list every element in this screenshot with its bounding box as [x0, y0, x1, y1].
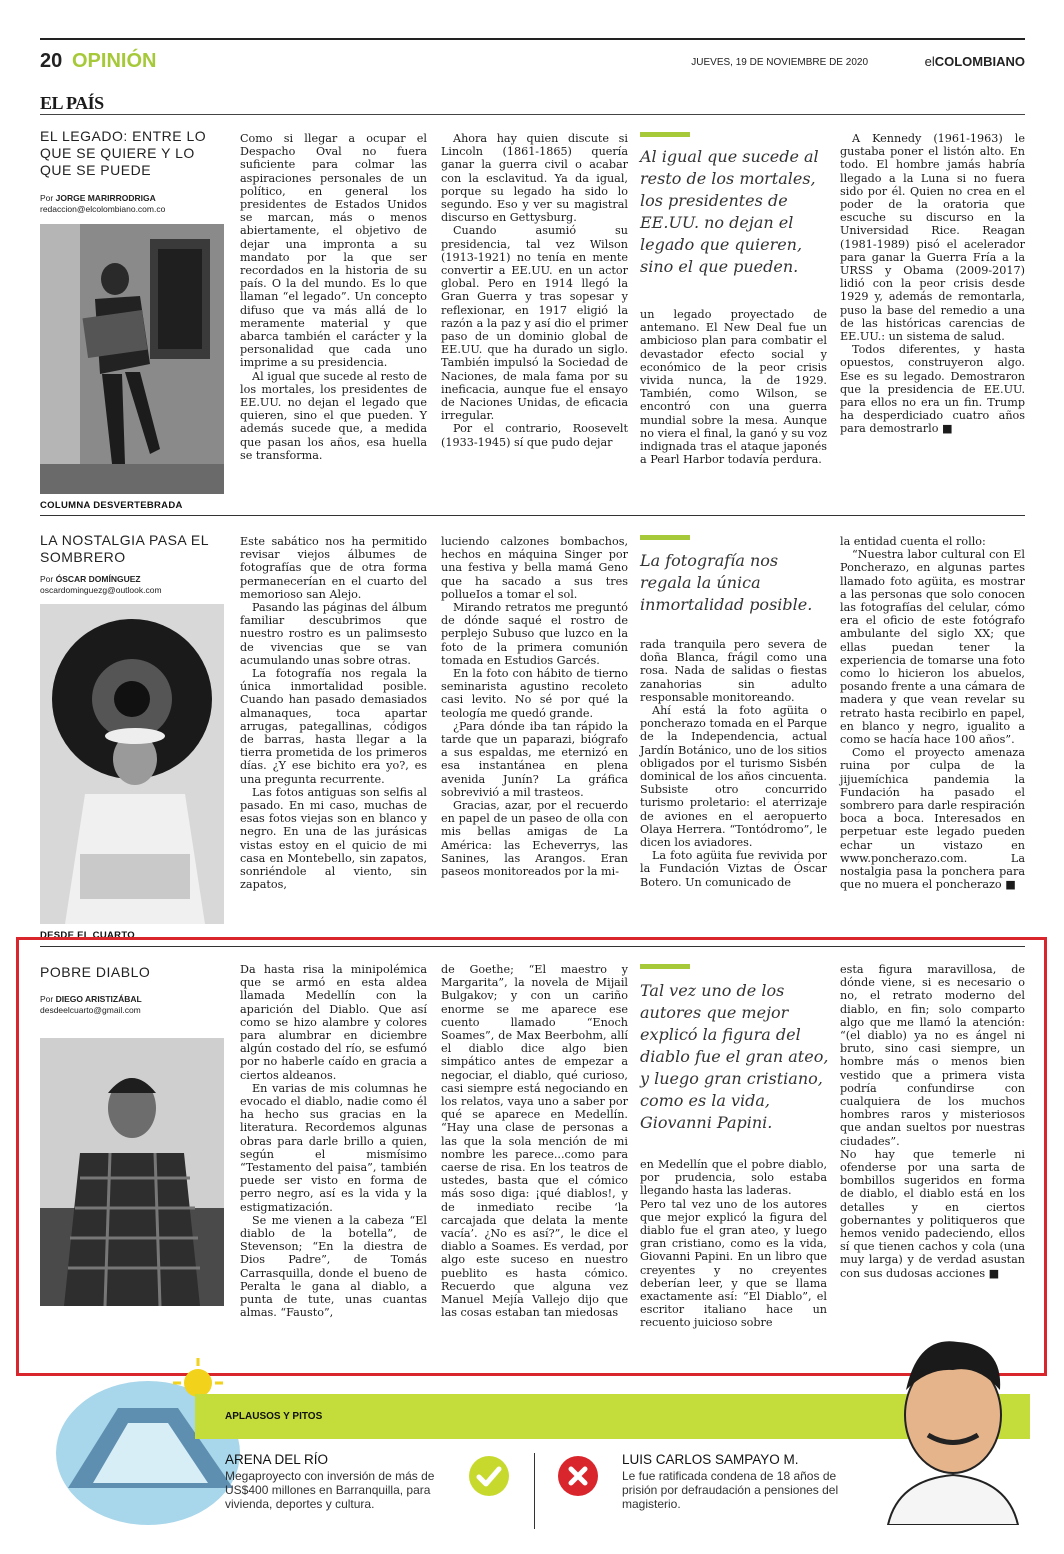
paragraph: Por el contrario, Roosevelt (1933-1945) sí que pudo dejar [441, 422, 628, 449]
quote-accent-bar [640, 132, 690, 137]
paragraph: ¿Para dónde iba tan rápido la tarde que un paparazi, biógrafo a sus espaldas, me eternizó en esa instantánea en plena avenida Junín? La gráfica sobrevivió a mil trasteos. [441, 719, 628, 799]
aplauso-heading: ARENA DEL RÍO [225, 1452, 329, 1467]
paragraph: Da hasta risa la minipolémica que se armó en esta aldea llamada Medellín con la aparición del Diablo. Que así como se hizo alambre y colores para alumbrar en diciembre algún costado del río, se esfumó por no haberle caído en gracia a ciertos aldeanos. [240, 963, 427, 1082]
quote-accent-bar [640, 964, 690, 969]
article3-photo-man-field [40, 1038, 224, 1306]
paragraph: Como el proyecto amenaza ruina por culpa de la jijuemíchica pandemia la Fundación ha pasado el sombrero para darle respiración boca a boca. Interesados en perpetuar este legado pueden echar un vistazo en www.poncherazo.com. La nostalgia pasa la ponchera para que no muera el poncherazo ■ [840, 746, 1025, 892]
paragraph: Gracias, azar, por el recuerdo en papel de un paseo de olla con mis bellas amigas de La América: las Echeverrys, las Sanines, las Arangos. Eran paseos monitoreados por la mi- [441, 799, 628, 879]
paragraph: Pero tal vez uno de los autores que mejor explicó la figura del diablo fue el gran ateo, y luego gran cristiano, como es la vida, Giovanni Papini. En un libro que creyentes y no creyentes deberían leer, y que se llama exactamente así: “El Diablo”, el escritor italiano hace un recuento juicioso sobre [640, 1197, 827, 1330]
article1-title: EL LEGADO: ENTRE LO QUE SE QUIERE Y LO QUE SE PUEDE [40, 128, 207, 178]
portrait-illustration [40, 1038, 224, 1306]
article2-col4 [840, 535, 1025, 891]
author-email: redaccion@elcolombiano.com.co [40, 204, 166, 214]
page-number: 20 [40, 50, 63, 72]
paragraph: de Goethe; “El maestro y Margarita”, la novela de Mijail Bulgakov; y con un cariño enorme se me aparece ese cuento llamado “Enoch Soames”, de Max Beerbohm, allí el diablo dice algo bien simpático antes de empezar a negociar, el diablo, qué curioso, casi siempre está negociando en los relatos, vaya uno a saber por qué se aparece en Medellín. “Hay una clase de personas a las que la sola mención de mi nombre les parece...como para caerse de risa. En los teatros de ustedes, basta que el cómico más soso diga: ¡qué diablos!, y de inmediato recibe ‘la carcajada que delata la mente vacía’. ¿No es así?”, le dice el diablo a Soames. Es verdad, por algo este suceso en nuestro pueblito es hasta cómico. Recuerdo que alguna vez Manuel Mejía Vallejo dijo que las cosas estaban tan miedosas [441, 963, 628, 1320]
paragraph: Las fotos antiguas son selfis al pasado. En mi caso, muchas de esas fotos viejas son en blanco y negro. En una de las jurásicas vistas estoy en el quicio de mi casa en Montebello, sin zapatos, sonriéndole al viento, sin zapatos, [240, 785, 427, 892]
check-icon [469, 1456, 509, 1496]
paragraph: En la foto con hábito de tierno seminarista agustino recoleto casi levito. No sé por qué la teología me quedó grande. [441, 667, 628, 720]
paragraph: Ahora hay quien discute si Lincoln (1861-1865) quería ganar la guerra civil o acabar con la esclavitud. Ya da igual, porque su legado ha sido lo segundo. Eso y ver su magistral discurso en Gettysburg. [441, 132, 628, 225]
article1-pull-quote: Al igual que sucede al resto de los mortales, los presidentes de EE.UU. no dejan el legado que quieren, sino el que pueden. [640, 147, 819, 276]
paragraph: en Medellín que el pobre diablo, por prudencia, solo estaba llegando hasta las laderas. [640, 1158, 827, 1198]
paragraph: Todos diferentes, y hasta opuestos, construyeron algo. Ese es su legado. Demostraron que la presidencia de EE.UU. para ellos no era un fin. Trump ha desperdiciado cuatro años para demostrarlo ■ [840, 343, 1025, 436]
article1-photo-statue [40, 224, 224, 494]
portrait-illustration [40, 604, 224, 924]
paragraph: Cuando asumió su presidencia, tal vez Wilson (1913-1921) no tenía en mente convertir a EE.UU. en un actor global. Pero en 1914 llegó la Gran Guerra y tras sopesar y reflexionar, en 1917 eligió la razón a la paz y así dio el primer paso de un dominio global de EE.UU. que ha durado un siglo. También impulsó la Sociedad de Naciones, de mala fama por su ineficacia, aunque fue el ensayo de Naciones Unidas, de eficacia irregular. [441, 224, 628, 423]
paragraph: esta figura maravillosa, de dónde viene, si es necesario o no, el retrato moderno del diablo, en fin; solo comparto algo que me llamó la atención: “(el diablo) ya no es ángel ni bruto, sino casi siempre, un hombre más o menos bien vestido que a primera vista podría confundirse con cualquiera de los muchos hombres raros y misteriosos que andan sueltos por nuestras ciudades”. [840, 963, 1025, 1148]
paragraph: rada tranquila pero severa de doña Blanca, frágil como una rosa. Nada de salidas o fiestas zanahorias sin adulto responsable monitoreando. [640, 638, 827, 704]
partner-rule [40, 114, 1025, 115]
article2-col1 [240, 535, 427, 891]
article2-byline [40, 574, 162, 596]
date-line: JUEVES, 19 DE NOVIEMBRE DE 2020 [691, 57, 868, 68]
paragraph: A Kennedy (1961-1963) le gustaba poner el listón alto. En todo. El hombre jamás habría llegado a la Luna si no fuera sido por él. Quien no crea en el poder de la oratoria que escuche su discurso en la Universidad Rice. Reagan (1981-1989) pisó el acelerador para ganar la Guerra Fría a la URSS y Obama (2009-2017) lidió con la peor crisis desde 1929 y, además de remontarla, puso la base del remedio a una de las históricas carencias de EE.UU.: un sistema de salud. [840, 132, 1025, 344]
paragraph: La fotografía nos regala la única inmortalidad posible. Cuando han pasado demasiados almanaques, toca apartar arrugas, pategallinas, códigos de barras, hasta llegar a la tierra prometida de los primeros días. ¿Y ese bichito era yo?, es una pregunta recurrente. [240, 667, 427, 786]
column-label: DESDE EL CUARTO [40, 930, 135, 941]
section-title: OPINIÓN [72, 50, 157, 72]
pito-heading: LUIS CARLOS SAMPAYO M. [622, 1452, 799, 1467]
paragraph: Al igual que sucede al resto de los mortales, los presidentes de EE.UU. no dejan el legado que quieren, sino el que pueden. Y además sucede que, a medida que pasan los años, esa huella se transforma. [240, 369, 427, 462]
byline-prefix: Por [40, 574, 54, 584]
article1-col4 [840, 132, 1025, 436]
section-rule [40, 515, 1025, 516]
masthead-name: COLOMBIANO [934, 54, 1025, 69]
paragraph: Ahí está la foto agüita o poncherazo tomada en el Parque de la Independencia, actual Jardín Botánico, uno de los sitios obligados por el turismo Sisbén dominical de los años cincuenta. Subsiste otro concurrido turismo proletario: el aterrizaje de aviones en el aeropuerto Olaya Herrera. “Tontódromo”, le dicen los aviadores. [640, 704, 827, 850]
paragraph: luciendo calzones bombachos, hechos en máquina Singer por una festiva y bella mamá Geno que ha sacado a sus tres pollueIos a tomar el sol. [441, 535, 628, 601]
article3-col2 [441, 963, 628, 1319]
article1-col1 [240, 132, 427, 462]
masthead-el: el [924, 54, 935, 69]
article1-col3 [640, 308, 827, 466]
paragraph: Como si llegar a ocupar el Despacho Oval no fuera suficiente para colmar las aspiraciones personales de un político, en general los presidentes de Estados Unidos se marcan, más o menos abiertamente, el objetivo de dejar una impronta a su mandato por la que ser recordados en la historia de su país. O la del mundo. Es lo que llaman “el legado”. Un concepto difuso que va más allá de lo meramente material y que abarca también el carácter y la personalidad que cada uno imprime a su presidencia. [240, 132, 427, 370]
article1-col2 [441, 132, 628, 449]
aplauso-text: Megaproyecto con inversión de más de US$400 millones en Barranquilla, para vivienda, deportes y cultura. [225, 1469, 435, 1511]
byline-prefix: Por [40, 193, 54, 203]
masthead-logo [925, 54, 1025, 69]
article2-col2 [441, 535, 628, 878]
article2-title: LA NOSTALGIA PASA EL SOMBRERO [40, 532, 209, 565]
aplausos-divider [534, 1453, 535, 1529]
quote-accent-bar [640, 535, 690, 540]
author-name: JORGE MARIRRODRIGA [55, 193, 156, 203]
author-email: oscardominguezg@outlook.com [40, 585, 162, 595]
byline-prefix: Por [40, 994, 54, 1004]
partner-logo: EL PAÍS [40, 93, 104, 113]
article2-col3 [640, 638, 827, 889]
paragraph: Pasando las páginas del álbum familiar descubrimos que nuestro rostro es un palimsesto de vivencias que se van acumulando unas sobre otras. [240, 601, 427, 667]
article3-title: POBRE DIABLO [40, 964, 151, 980]
article3-pull-quote: Tal vez uno de los autores que mejor explicó la figura del diablo fue el gran ateo, y luego gran cristiano, como es la vida, Giovanni Papini. [640, 981, 829, 1132]
statue-illustration [40, 224, 224, 494]
paragraph: un legado proyectado de antemano. El New Deal fue un ambicioso plan para combatir el devastador efecto social y económico de la peor crisis vivida nunca, la de 1929. También, como Wilson, se encontró con una guerra mundial sobre la mesa. Aunque no viera el final, la ganó y su voz indignada tras el ataque japonés a Pearl Harbor todavía perdura. [640, 308, 827, 467]
article3-col3 [640, 1158, 827, 1330]
article3-col4 [840, 963, 1025, 1280]
article1-byline [40, 193, 165, 215]
article2-pull-quote: La fotografía nos regala la única inmortalidad posible. [640, 551, 813, 614]
paragraph: En varias de mis columnas he evocado el diablo, nadie como él ha hecho sus gracias en la literatura. Recordemos algunas obras para darle brillo a quien, según el mismísimo “Testamento del paisa”, también puede ser visto en forma de perro negro, así es la vida y la estigmatización. [240, 1081, 427, 1214]
paragraph: Se me vienen a la cabeza “El diablo de la botella”, de Stevenson; “En la diestra de Dios Padre”, de Tomás Carrasquilla, donde el bueno de Peralta le gana al diablo, a punta de tute, unas cuantas almas. “Fausto”, [240, 1213, 427, 1320]
caricature-illustration [878, 1330, 1028, 1525]
author-name: ÓSCAR DOMÍNGUEZ [55, 574, 141, 584]
cross-icon [558, 1456, 598, 1496]
article2-photo-man-camera [40, 604, 224, 924]
author-email: desdeelcuarto@gmail.com [40, 1005, 141, 1015]
paragraph: No hay que temerle ni ofenderse por una sarta de bombillos sugeridos en forma de diablo, el diablo está en los detalles y en ciertos gobernantes y politiqueros que hemos venido padeciendo, ellos sí que tienen cachos y cola (una muy larga) y de verdad asustan con sus dudosas acciones ■ [840, 1147, 1025, 1280]
author-name: DIEGO ARISTIZÁBAL [55, 994, 142, 1004]
top-rule [40, 38, 1025, 40]
aplausos-title: APLAUSOS Y PITOS [225, 1411, 323, 1422]
paragraph: Este sabático nos ha permitido revisar viejos álbumes de fotografías que de otra forma permanecerían en el cuarto del memorioso san Alejo. [240, 535, 427, 601]
paragraph: La foto agüita fue revivida por la Fundación Viztas de Óscar Botero. Un comunicado de [640, 849, 827, 889]
article3-byline [40, 994, 142, 1016]
paragraph: “Nuestra labor cultural con El Poncherazo, en algunas partes llamado foto agüita, es mostrar a las personas que solo conocen las fotografías del celular, cómo era el oficio de este fotógrafo ambulante del siglo XX; que ellas puedan tener la experiencia de tomarse una foto como lo hicieron los abuelos, posando frente a una cámara de madera y que vean revelar su retrato hasta recibirlo en papel, en blanco y negro, igualito a como se hacía hace 100 años”. [840, 548, 1025, 747]
pito-text: Le fue ratificada condena de 18 años de prisión por defraudación a pensiones del magisterio. [622, 1469, 839, 1511]
column-label: COLUMNA DESVERTEBRADA [40, 500, 183, 511]
paragraph: Mirando retratos me preguntó de dónde saqué el rostro de perplejo Subuso que luzco en la foto de la primera comunión tomada en Estudios Garcés. [441, 601, 628, 667]
article3-col1 [240, 963, 427, 1319]
paragraph: la entidad cuenta el rollo: [840, 535, 986, 548]
